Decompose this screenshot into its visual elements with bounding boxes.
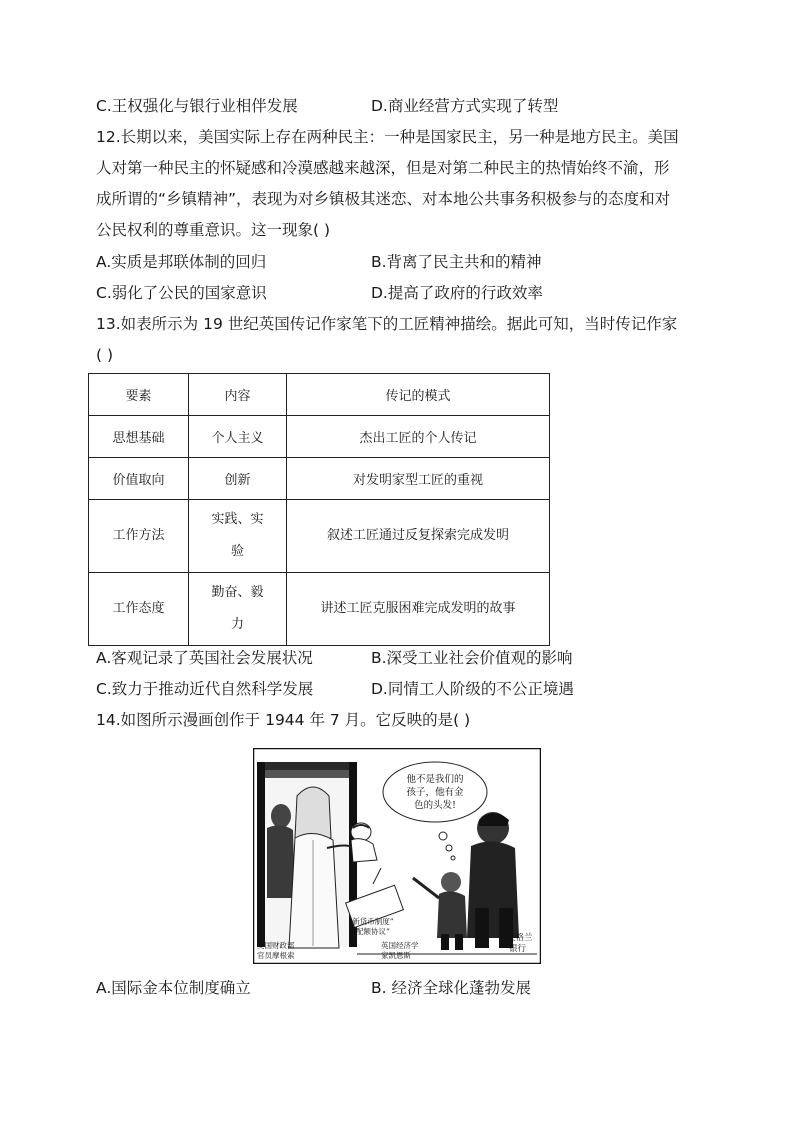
table-cell-factor: 工作方法 bbox=[89, 500, 189, 573]
q12-stem-line-4: 公民权利的尊重意识。这一现象( ) bbox=[96, 221, 331, 239]
q11-options-row bbox=[96, 96, 696, 116]
table-cell-factor: 思想基础 bbox=[89, 416, 189, 458]
table-header-content: 内容 bbox=[189, 374, 287, 416]
q12-option-b: B.背离了民主共和的精神 bbox=[371, 253, 542, 271]
table-cell-mode: 叙述工匠通过反复探索完成发明 bbox=[287, 500, 550, 573]
q14-stem: 14.如图所示漫画创作于 1944 年 7 月。它反映的是( ) bbox=[96, 711, 471, 729]
q14-options-row bbox=[96, 978, 696, 998]
table-cell-content-line-1: 勤奋、毅 bbox=[211, 585, 264, 600]
cartoon-sign-line-1: “新货币制度” bbox=[348, 917, 394, 926]
cartoon-label-right-line-1: 英格兰 bbox=[507, 933, 533, 943]
cartoon-bubble-line-1: 他不是我们的 bbox=[406, 774, 464, 785]
table-row bbox=[89, 458, 550, 500]
q14-option-b: B. 经济全球化蓬勃发展 bbox=[371, 979, 531, 997]
q12-option-c: C.弱化了公民的国家意识 bbox=[96, 284, 267, 302]
q12-options-row-2 bbox=[96, 283, 696, 303]
q13-option-d: D.同情工人阶级的不公正境遇 bbox=[371, 680, 574, 698]
q12-options-row-1 bbox=[96, 252, 696, 272]
cartoon-label-mid-line-2: 家凯恩斯 bbox=[381, 951, 411, 960]
q13-options-row-1 bbox=[96, 648, 696, 668]
table-header-row bbox=[89, 374, 550, 416]
table-cell-factor: 价值取向 bbox=[89, 458, 189, 500]
table-cell-mode: 讲述工匠克服困难完成发明的故事 bbox=[287, 573, 550, 646]
cartoon-label-left-line-2: 官员摩根索 bbox=[257, 951, 295, 960]
table-cell-content: 创新 bbox=[189, 458, 287, 500]
cartoon-bubble-line-3: 色的头发! bbox=[414, 800, 456, 811]
q11-option-d: D.商业经营方式实现了转型 bbox=[371, 97, 559, 115]
q13-stem-line-2: ( ) bbox=[96, 346, 114, 364]
table-cell-content-line-1: 实践、实 bbox=[211, 512, 264, 527]
q13-option-b: B.深受工业社会价值观的影响 bbox=[371, 649, 573, 667]
table-row bbox=[89, 416, 550, 458]
table-row bbox=[89, 573, 550, 646]
cartoon-label-mid-line-1: 英国经济学 bbox=[381, 941, 419, 950]
q13-option-c: C.致力于推动近代自然科学发展 bbox=[96, 680, 314, 698]
table-cell-content bbox=[189, 573, 287, 646]
q13-options-row-2 bbox=[96, 679, 696, 699]
table-header-mode: 传记的模式 bbox=[287, 374, 550, 416]
table-cell-content-line-2: 力 bbox=[230, 617, 244, 632]
cartoon-label-left-line-1: 美国财政部 bbox=[257, 941, 295, 950]
table-cell-mode: 杰出工匠的个人传记 bbox=[287, 416, 550, 458]
table-cell-content bbox=[189, 500, 287, 573]
q12-option-d: D.提高了政府的行政效率 bbox=[371, 284, 543, 302]
table-cell-mode: 对发明家型工匠的重视 bbox=[287, 458, 550, 500]
q12-stem-line-3: 成所谓的“乡镇精神”，表现为对乡镇极其迷恋、对本地公共事务积极参与的态度和对 bbox=[96, 190, 671, 208]
q13-option-a: A.客观记录了英国社会发展状况 bbox=[96, 649, 313, 667]
q12-option-a: A.实质是邦联体制的回归 bbox=[96, 253, 267, 271]
q12-stem-line-2: 人对第一种民主的怀疑感和冷漠感越来越深，但是对第二种民主的热情始终不渝，形 bbox=[96, 159, 670, 177]
q14-option-a: A.国际金本位制度确立 bbox=[96, 979, 251, 997]
table-cell-content: 个人主义 bbox=[189, 416, 287, 458]
table-row bbox=[89, 500, 550, 573]
q13-table bbox=[88, 373, 550, 646]
cartoon-label-right-line-2: 银行 bbox=[509, 944, 527, 954]
cartoon-image bbox=[253, 748, 541, 964]
q11-option-c: C.王权强化与银行业相伴发展 bbox=[96, 97, 298, 115]
table-header-factor: 要素 bbox=[89, 374, 189, 416]
cartoon-bubble-line-2: 孩子，他有金 bbox=[406, 787, 464, 798]
table-cell-factor: 工作态度 bbox=[89, 573, 189, 646]
cartoon-sign-line-2: “配额协议” bbox=[352, 927, 390, 936]
q13-stem-line-1: 13.如表所示为 19 世纪英国传记作家笔下的工匠精神描绘。据此可知，当时传记作家 bbox=[96, 315, 678, 333]
cartoon-drawing bbox=[253, 748, 541, 964]
q12-stem-line-1: 12.长期以来，美国实际上存在两种民主：一种是国家民主，另一种是地方民主。美国 bbox=[96, 128, 679, 146]
table-cell-content-line-2: 验 bbox=[230, 544, 244, 559]
